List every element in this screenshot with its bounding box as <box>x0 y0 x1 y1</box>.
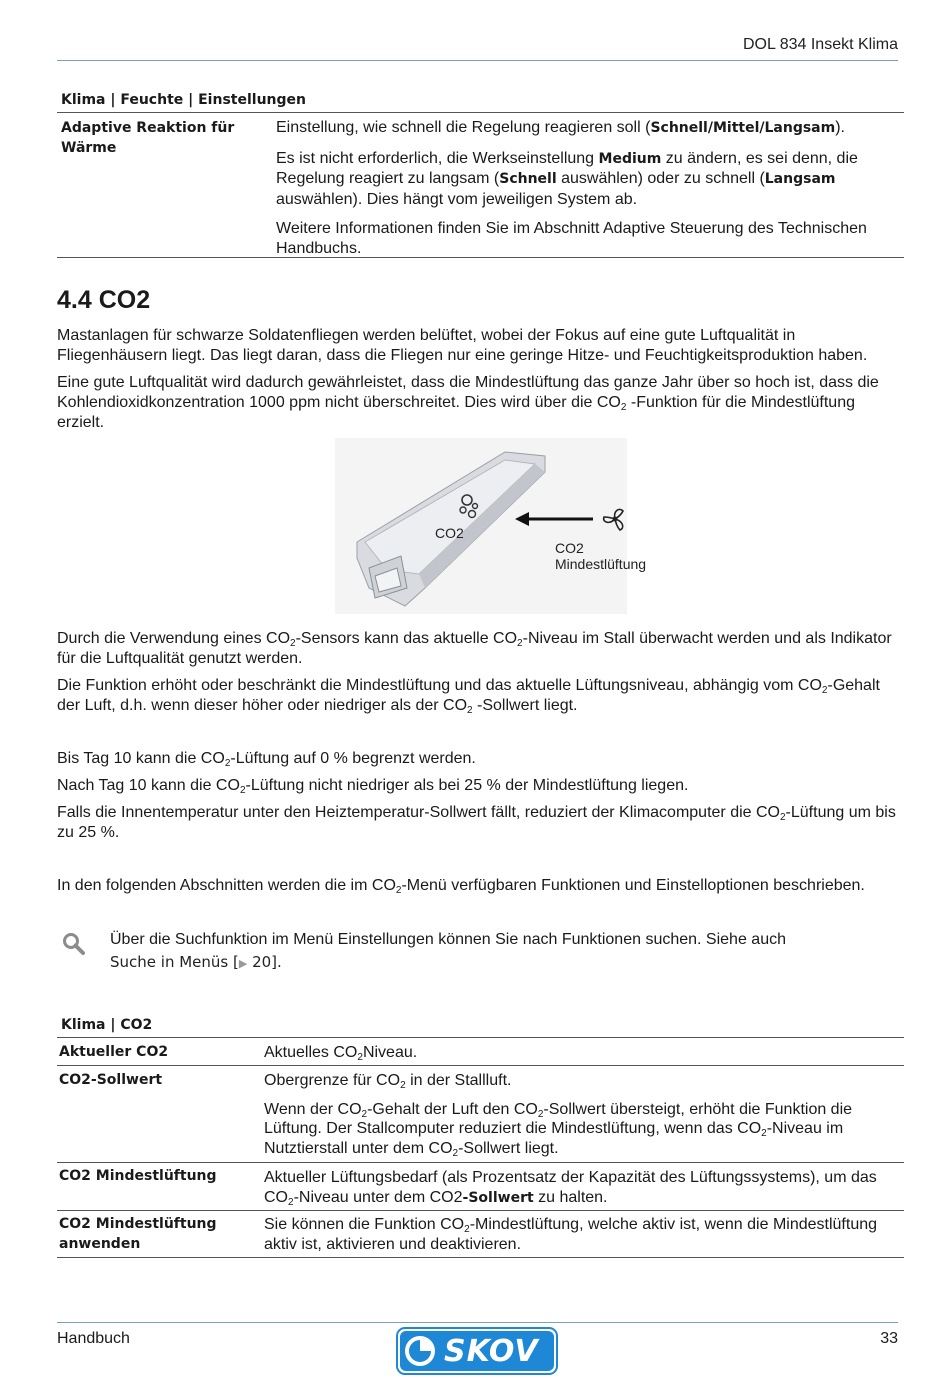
paragraph: In den folgenden Abschnitten werden die im $CO_2$-Menü verfügbaren Funktionen und Einstelloptionen beschrieben. <box>57 877 865 896</box>
paragraph: Bis Tag 10 kann die $CO_2$-Lüftung auf 0 % begrenzt werden. <box>57 750 476 769</box>
ventilation-illustration <box>335 438 647 614</box>
cross-reference-link[interactable]: Suche in Menüs [▶ 20]. <box>110 953 282 971</box>
row-paragraph: Weitere Informationen finden Sie im Abschnitt Adaptive Steuerung des Technischen Handbuchs. <box>276 220 867 257</box>
logo-wordmark: SKOV <box>444 1334 539 1369</box>
table-row-description <box>264 1071 902 1158</box>
figure-label-ventilation: CO2 Mindestlüftung <box>555 540 647 572</box>
page-number: 33 <box>880 1330 898 1347</box>
footer-label: Handbuch <box>57 1330 130 1347</box>
table-rule <box>57 1210 904 1211</box>
row-paragraph: Es ist nicht erforderlich, die Werkseinstellung Medium zu ändern, es sei denn, die Regelung reagiert zu langsam (Schnell auswählen) oder zu schnell (Langsam auswählen). Dies hängt vom jeweiligen System ab. <box>276 149 858 208</box>
paragraph: Falls die Innentemperatur unter den Heiztemperatur-Sollwert fällt, reduziert der Klimacomputer die $CO_2$-Lüftung um bis zu 25 %. <box>57 804 896 841</box>
table-row-description: Sie können die Funktion $CO_2$-Mindestlüftung, welche aktiv ist, wenn die Mindestlüftung aktiv ist, aktivieren und deaktivieren. <box>264 1216 878 1253</box>
table-row-label: Adaptive Reaktion für Wärme <box>61 120 235 156</box>
table-caption: Klima | CO2 <box>61 1017 153 1033</box>
table-row-label: CO2-Sollwert <box>59 1072 163 1088</box>
search-icon <box>62 932 86 956</box>
table-row-label: CO2 Mindestlüftung <box>59 1168 217 1184</box>
table-row-description: Aktuelles $CO_2Niveau$. <box>264 1044 418 1063</box>
footer-divider <box>57 1322 898 1323</box>
figure-label-co2: CO2 <box>435 525 464 541</box>
row-paragraph: Wenn der $CO_2$-Gehalt der Luft den $CO_2$-Sollwert übersteigt, erhöht die Funktion die Lüftung. Der Stallcomputer reduziert die Mindestlüftung, wenn das $CO_2$-Niveau im Nutztierstall unter dem $CO_2$-Sollwert liegt. <box>264 1100 853 1159</box>
table-rule <box>57 1162 904 1163</box>
arrow-right-icon: ▶ <box>238 957 248 970</box>
table-row-description <box>276 118 902 258</box>
table-row-description: Aktueller Lüftungsbedarf (als Prozentsatz der Kapazität des Lüftungssystems), um das $CO_2$-Niveau unter dem CO2-Sollwert zu halten. <box>264 1169 877 1208</box>
row-paragraph: Obergrenze für $CO_2$ in der Stallluft. <box>264 1072 512 1091</box>
table-rule <box>57 112 904 113</box>
paragraph: Nach Tag 10 kann die $CO_2$-Lüftung nicht niedriger als bei 25 % der Mindestlüftung liegen. <box>57 777 689 796</box>
paragraph: Mastanlagen für schwarze Soldatenfliegen werden belüftet, wobei der Fokus auf eine gute Luftqualität in Fliegenhäusern liegt. Das liegt daran, dass die Fliegen nur eine geringe Hitze- und Feuchtigkeitsproduktion haben. <box>57 327 868 364</box>
note-text: Über die Suchfunktion im Menü Einstellungen können Sie nach Funktionen suchen. Siehe auch Suche in Menüs [▶ 20]. <box>110 931 786 971</box>
section-heading: 4.4 CO2 <box>57 286 151 314</box>
table-rule <box>57 1037 904 1038</box>
table-rule <box>57 257 904 258</box>
row-paragraph: Einstellung, wie schnell die Regelung reagieren soll (Schnell/Mittel/Langsam). <box>276 119 845 136</box>
paragraph: Durch die Verwendung eines $CO_2$-Sensors kann das aktuelle $CO_2$-Niveau im Stall überwacht werden und als Indikator für die Luftqualität genutzt werden. <box>57 630 892 667</box>
skov-logo <box>396 1327 558 1375</box>
table-row-label: CO2 Mindestlüftung anwenden <box>59 1216 217 1252</box>
table-rule <box>57 1257 904 1258</box>
table-caption: Klima | Feuchte | Einstellungen <box>61 92 306 108</box>
document-title: DOL 834 Insekt Klima <box>742 36 898 53</box>
table-row-label: Aktueller CO2 <box>59 1044 169 1060</box>
paragraph: Eine gute Luftqualität wird dadurch gewährleistet, dass die Mindestlüftung das ganze Jahr über so hoch ist, dass die Kohlendioxidkonzentration 1000 ppm nicht überschreitet. Dies wird über die $CO_2$ -Funktion für die Mindestlüftung erzielt. <box>57 374 879 431</box>
table-rule <box>57 1065 904 1066</box>
paragraph: Die Funktion erhöht oder beschränkt die Mindestlüftung und das aktuelle Lüftungsniveau, abhängig vom $CO_2$-Gehalt der Luft, d.h. wenn dieser höher oder niedriger als der $CO_2$ -Sollwert liegt. <box>57 677 880 716</box>
header-divider <box>57 60 898 61</box>
